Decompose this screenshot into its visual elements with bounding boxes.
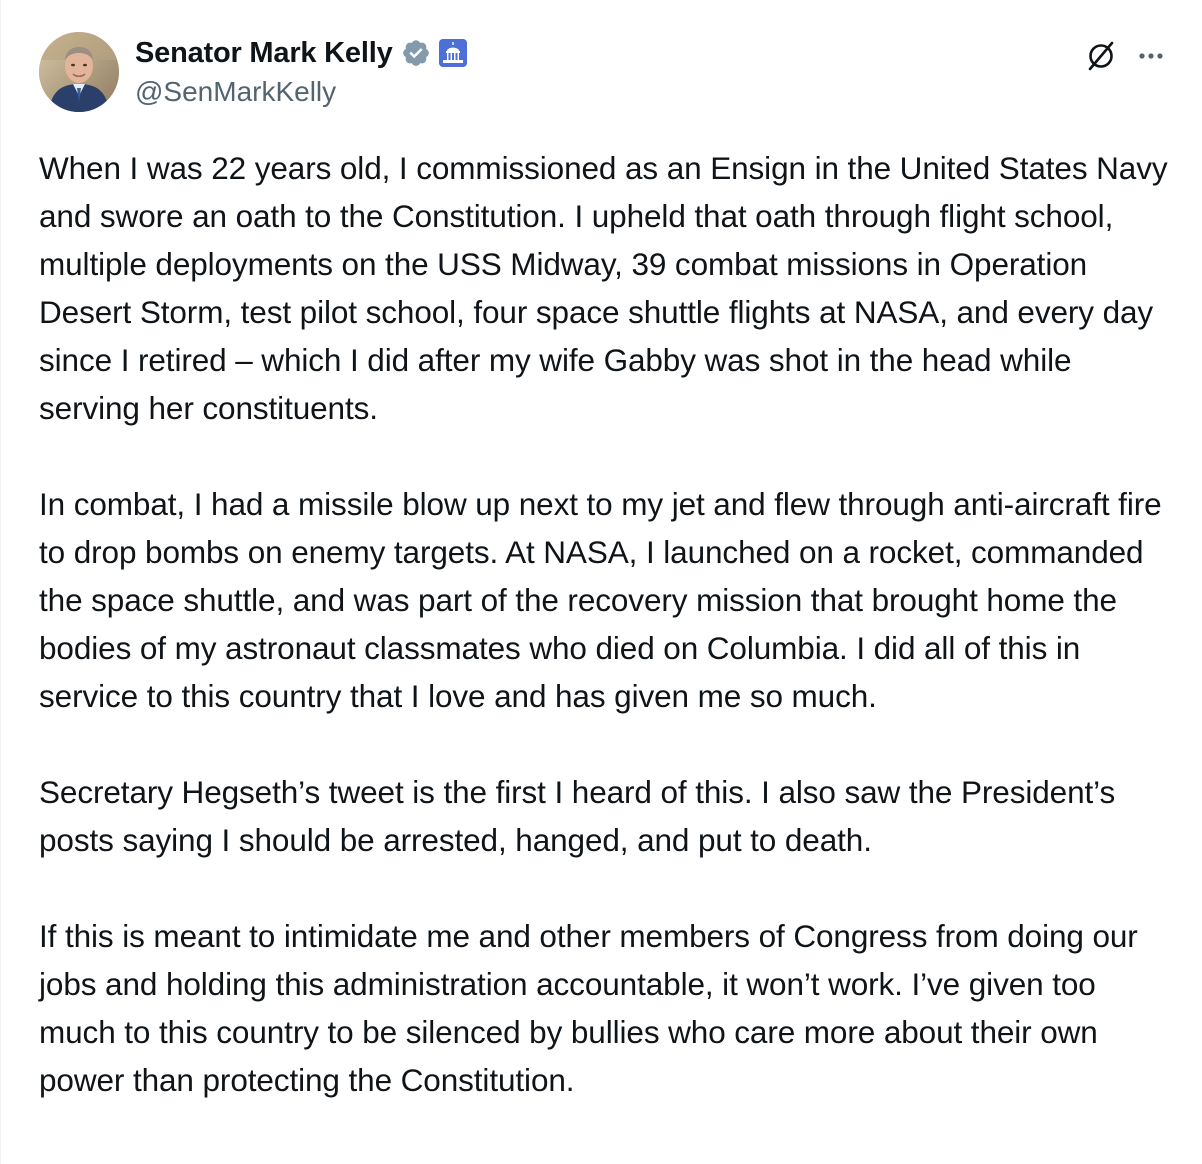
verified-badge-icon[interactable] [401, 38, 431, 68]
post-actions [1083, 38, 1169, 74]
tweet-paragraph: Secretary Hegseth’s tweet is the first I heard of this. I also saw the President’s posts saying I should be arrested, hanged, and put to death. [39, 774, 1116, 858]
tweet-text [39, 144, 1179, 1104]
author-display-name[interactable]: Senator Mark Kelly [135, 36, 393, 69]
author-names [135, 34, 467, 108]
us-capitol-icon[interactable] [439, 39, 467, 67]
grok-icon[interactable] [1083, 38, 1119, 74]
tweet-paragraph: In combat, I had a missile blow up next to my jet and flew through anti-aircraft fire to drop bombs on enemy targets. At NASA, I launched on a rocket, commanded the space shuttle, and was part of the recovery mission that brought home the bodies of my astronaut classmates who died on Columbia. I did all of this in service to this country that I love and has given me so much. [39, 486, 1162, 714]
author-handle[interactable]: @SenMarkKelly [135, 76, 337, 107]
more-options-icon[interactable] [1133, 38, 1169, 74]
tweet-header [39, 30, 1169, 114]
tweet-paragraph: When I was 22 years old, I commissioned as an Ensign in the United States Navy and swore an oath to the Constitution. I upheld that oath through flight school, multiple deployments on the USS Midway, 39 combat missions in Operation Desert Storm, test pilot school, four space shuttle flights at NASA, and every day since I retired – which I did after my wife Gabby was shot in the head while serving her constituents. [39, 150, 1168, 426]
tweet-paragraph: If this is meant to intimidate me and other members of Congress from doing our jobs and holding this administration accountable, it won’t work. I’ve given too much to this country to be silenced by bullies who care more about their own power than protecting the Constitution. [39, 918, 1138, 1098]
avatar[interactable] [39, 32, 119, 112]
display-name-row [135, 34, 467, 72]
